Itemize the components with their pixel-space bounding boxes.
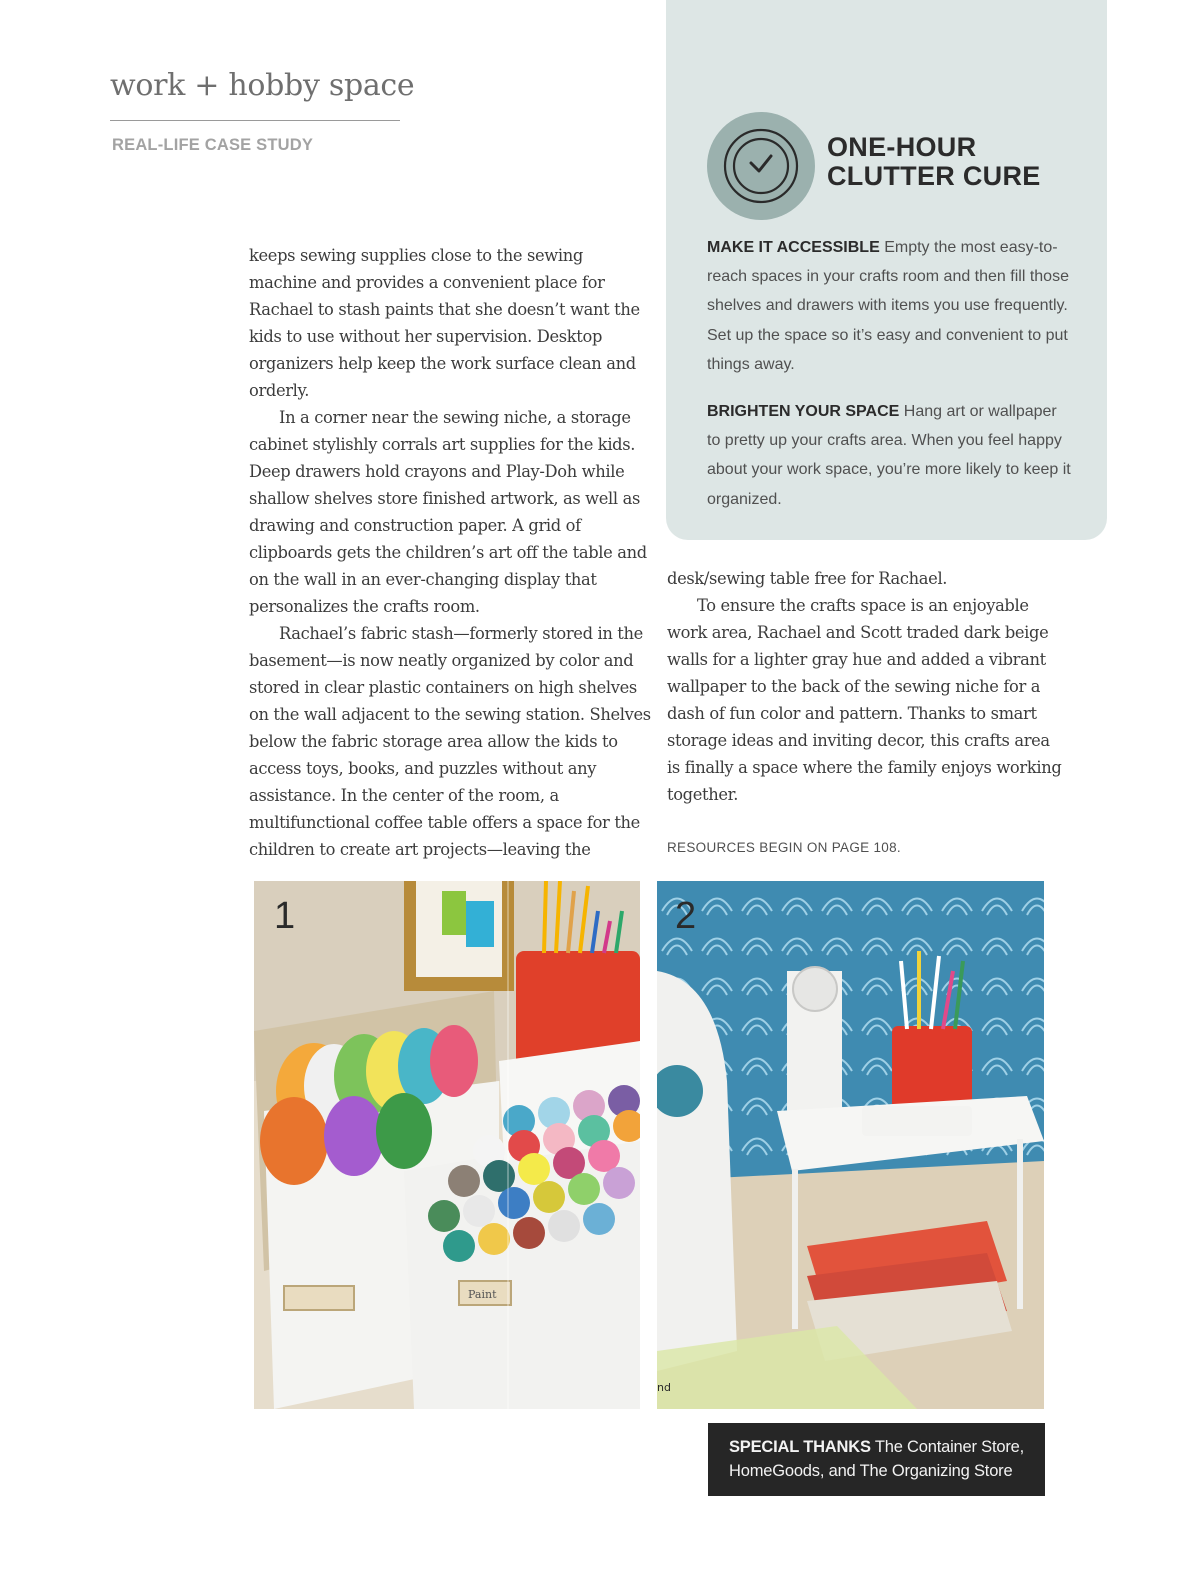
special-thanks-box	[708, 1423, 1045, 1496]
thanks-lead: SPECIAL THANKS	[729, 1438, 871, 1456]
body-column-left	[249, 242, 654, 863]
photo-sewing-niche	[657, 881, 1044, 1409]
title-divider	[110, 120, 400, 121]
body-column-right	[667, 565, 1067, 808]
body-paragraph: keeps sewing supplies close to the sewing machine and provides a convenient place for Rachael to stash paints that she doesn’t want the kids to use without her supervision. Desktop organizers help keep the work surface clean and orderly.	[249, 246, 640, 400]
body-paragraph: In a corner near the sewing niche, a storage cabinet stylishly corrals art supplies for the kids. Deep drawers hold crayons and Play-Doh while shallow shelves store finished artwork, as well as drawing and construction paper. A grid of clipboards gets the children’s art off the table and on the wall in an ever-changing display that personalizes the crafts room.	[249, 408, 647, 616]
tip-text: Empty the most easy-to-reach spaces in your crafts room and then fill those shelves and drawers with items you use frequently. Set up the space so it’s easy and convenient to put things away.	[707, 239, 1069, 373]
section-title: work + hobby space	[110, 68, 415, 103]
tip-text: Hang art or wallpaper to pretty up your crafts area. When you feel happy about your work space, you’re more likely to keep it organized.	[707, 403, 1071, 508]
clock-icon	[707, 112, 815, 220]
body-paragraph: Rachael’s fabric stash—formerly stored in the basement—is now neatly organized by color and stored in clear plastic containers on high shelves on the wall adjacent to the sewing station. Shelves below the fabric storage area allow the kids to access toys, books, and puzzles without any assistance. In the center of the room, a multifunctional coffee table offers a space for the children to create art projects—leaving the	[249, 624, 651, 859]
tip-lead: BRIGHTEN YOUR SPACE	[707, 403, 900, 420]
tip-lead: MAKE IT ACCESSIBLE	[707, 239, 880, 256]
box-label-text: Paint	[468, 1288, 497, 1301]
storage-boxes-illustration	[254, 881, 640, 1409]
tip-make-it-accessible	[707, 233, 1072, 379]
photo-number: 1	[274, 895, 296, 937]
photo-number: 2	[675, 895, 697, 937]
sewing-niche-illustration	[657, 881, 1044, 1409]
thanks-text: The Container Store, HomeGoods, and The Organizing Store	[729, 1438, 1025, 1480]
tip-brighten-your-space	[707, 397, 1072, 514]
photo-storage-boxes	[254, 881, 640, 1409]
body-paragraph: To ensure the crafts space is an enjoyable work area, Rachael and Scott traded dark beige walls for a lighter gray hue and added a vibrant wallpaper to the back of the sewing niche for a dash of fun color and pattern. Thanks to smart storage ideas and inviting decor, this crafts area is finally a space where the family enjoys working together.	[667, 596, 1062, 804]
resources-note: RESOURCES BEGIN ON PAGE 108.	[667, 840, 901, 855]
sidebar-heading-line2: CLUTTER CURE	[827, 161, 1041, 191]
case-study-kicker: REAL-LIFE CASE STUDY	[112, 136, 314, 154]
sidebar-heading	[827, 133, 1087, 191]
body-paragraph: desk/sewing table free for Rachael.	[667, 569, 948, 588]
ruler-label-text: nd	[657, 1381, 671, 1394]
sidebar-heading-line1: ONE-HOUR	[827, 132, 977, 162]
